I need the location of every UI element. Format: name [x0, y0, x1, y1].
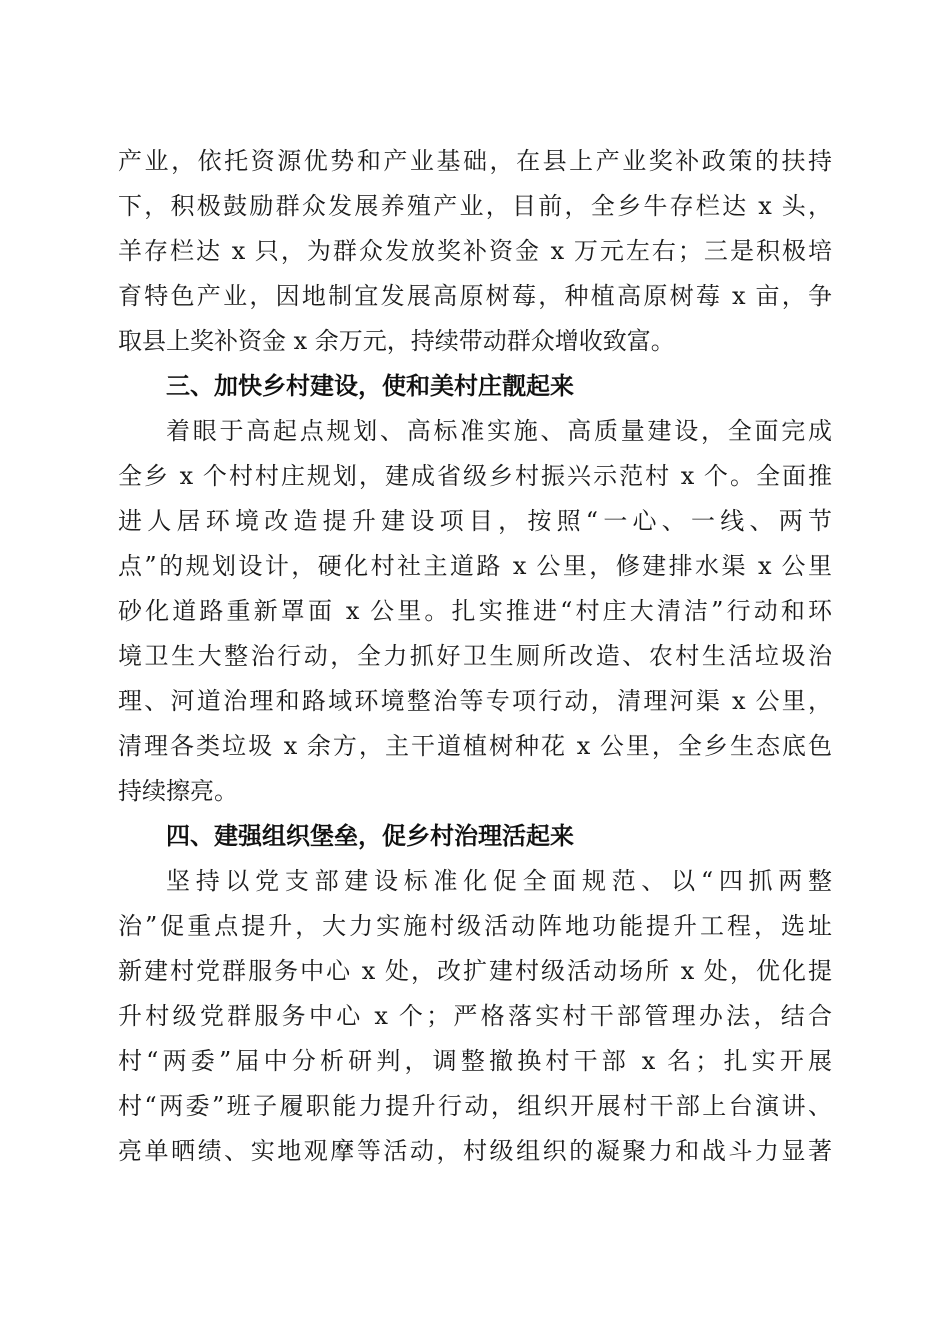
para3-line-1: 坚持以党支部建设标准化促全面规范、以“四抓两整	[166, 867, 832, 895]
para2-line-7: 理、河道治理和路域环境整治等专项行动，清理河渠 x 公里，	[118, 687, 832, 715]
para2-line-9: 持续擦亮。	[118, 777, 238, 805]
section-heading-4: 四、建强组织堡垒，促乡村治理活起来	[166, 822, 574, 850]
para1-line-1: 产业，依托资源优势和产业基础，在县上产业奖补政策的扶持	[118, 147, 832, 175]
para2-line-2: 全乡 x 个村村庄规划，建成省级乡村振兴示范村 x 个。全面推	[118, 462, 832, 490]
para3-line-2: 治”促重点提升，大力实施村级活动阵地功能提升工程，选址	[118, 912, 832, 940]
para3-line-7: 亮单晒绩、实地观摩等活动，村级组织的凝聚力和战斗力显著	[118, 1137, 832, 1165]
para3-line-6: 村“两委”班子履职能力提升行动，组织开展村干部上台演讲、	[118, 1092, 832, 1120]
para3-line-4: 升村级党群服务中心 x 个；严格落实村干部管理办法，结合	[118, 1002, 832, 1030]
para3-line-5: 村“两委”届中分析研判，调整撤换村干部 x 名；扎实开展	[118, 1047, 832, 1075]
para1-line-2: 下，积极鼓励群众发展养殖产业，目前，全乡牛存栏达 x 头，	[118, 192, 832, 220]
para2-line-6: 境卫生大整治行动，全力抓好卫生厕所改造、农村生活垃圾治	[118, 642, 832, 670]
section-heading-3: 三、加快乡村建设，使和美村庄靓起来	[166, 372, 574, 400]
para2-line-8: 清理各类垃圾 x 余方，主干道植树种花 x 公里，全乡生态底色	[118, 732, 832, 760]
para2-line-4: 点”的规划设计，硬化村社主道路 x 公里，修建排水渠 x 公里	[118, 552, 832, 580]
para2-line-1: 着眼于高起点规划、高标准实施、高质量建设，全面完成	[166, 417, 832, 445]
para1-line-3: 羊存栏达 x 只，为群众发放奖补资金 x 万元左右；三是积极培	[118, 237, 832, 265]
para3-line-3: 新建村党群服务中心 x 处，改扩建村级活动场所 x 处，优化提	[118, 957, 832, 985]
para2-line-5: 砂化道路重新罩面 x 公里。扎实推进“村庄大清洁”行动和环	[118, 597, 832, 625]
para1-line-4: 育特色产业，因地制宜发展高原树莓，种植高原树莓 x 亩，争	[118, 282, 832, 310]
para2-line-3: 进人居环境改造提升建设项目，按照“一心、一线、两节	[118, 507, 832, 535]
para1-line-5: 取县上奖补资金 x 余万元，持续带动群众增收致富。	[118, 327, 675, 355]
